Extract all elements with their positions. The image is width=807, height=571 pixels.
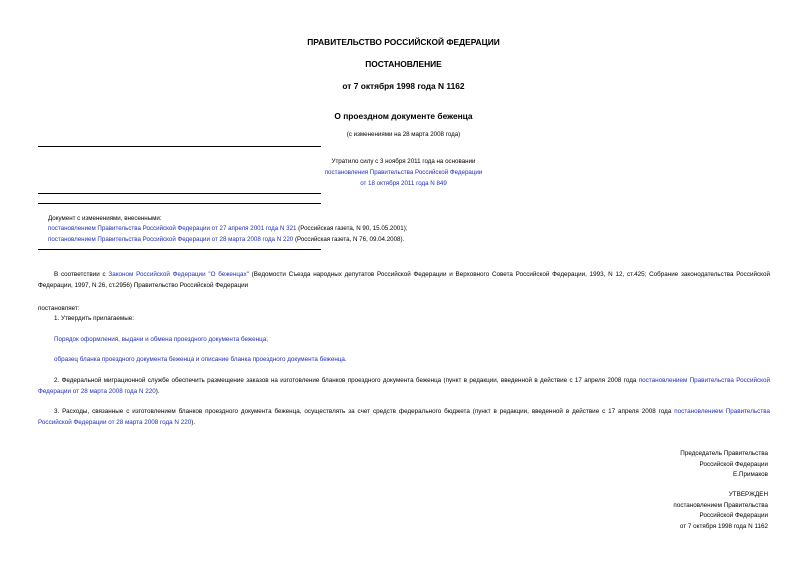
item-2-link[interactable]: постановлением Правительства Российской Федерации от 28 марта 2008 года N 220 [38,377,770,395]
amendment-link-1[interactable]: постановлением Правительства Российской Федерации от 27 апреля 2001 года N 321 [48,225,297,232]
signature-position: Председатель Правительства [680,450,768,457]
government-heading: ПРАВИТЕЛЬСТВО РОССИЙСКОЙ ФЕДЕРАЦИИ [307,37,500,47]
separator-line [38,146,321,147]
separator-line [38,203,321,204]
amendment-tail-2: (Российская газета, N 76, 09.04.2008). [293,236,405,243]
document-title: О проездном документе беженца [334,111,473,121]
signature-org: Российской Федерации [699,460,768,468]
refugee-law-link[interactable]: Законом Российской Федерации "О беженцах" [108,271,249,278]
date-number-heading: от 7 октября 1998 года N 1162 [342,81,465,91]
expired-text: Утратило силу с 3 ноября 2011 года на основании [331,158,476,165]
item-3-paragraph [38,407,770,428]
item-2-text: 2. Федеральной миграционной службе обеспечить размещение заказов на изготовление бланков проездного документа беженца (пункт в редакции, введенной в действие с 17 апреля 2008 года [54,377,639,384]
amendment-tail-1: (Российская газета, N 90, 15.05.2001); [296,225,408,232]
amendment-item-1 [48,224,407,234]
signature-block [560,449,768,481]
amendments-note: (с изменениями на 28 марта 2008 года) [346,131,461,138]
blank-sample-link[interactable]: образец бланка проездного документа беженца и описание бланка проездного документа беженца. [54,356,347,363]
item-3-end: ). [191,418,196,426]
item-3-text: 3. Расходы, связанные с изготовлением бланков проездного документа беженца, осуществлять за счет средств федерального бюджета (пункт в редакции, введенной в действие с 17 апреля 2008 года [54,408,675,415]
preamble-end: (Ведомости Съезда народных депутатов Российской Федерации и Верховного Совета Российской Федерации, 1993, N 12, ст.425; Собрание законодательства Российской Федерации, 1997, N 26, ст.2956) Правительство Российской Федерации [38,271,771,289]
preamble-start: В соответствии с [54,271,109,278]
decrees-word: постановляет: [38,305,80,312]
amendment-item-2 [48,235,404,245]
item-1-text: 1. Утвердить прилагаемые: [54,315,134,322]
signature-name: Е.Примаков [733,471,768,478]
item-3-link[interactable]: постановлением Правительства Российской Федерации от 28 марта 2008 года N 220 [38,408,770,426]
expired-link-line2[interactable]: от 18 октября 2011 года N 849 [360,180,447,187]
separator-line [38,193,321,194]
separator-line [38,249,321,250]
item-2-paragraph [38,376,770,397]
doc-type-heading: ПОСТАНОВЛЕНИЕ [365,59,442,69]
expired-link-line1[interactable]: постановления Правительства Российской Федерации [324,169,483,176]
approved-by: постановлением Правительства [673,501,768,509]
approved-org: Российской Федерации [699,512,768,519]
amendments-intro: Документ с изменениями, внесенными: [48,215,162,222]
item-2-end: ). [155,387,160,395]
procedure-link[interactable]: Порядок оформления, выдачи и обмена проездного документа беженца; [54,336,268,343]
approved-block [560,490,768,532]
approved-date: от 7 октября 1998 года N 1162 [679,522,768,530]
preamble-paragraph [38,270,770,291]
approved-heading: УТВЕРЖДЕН [728,491,768,498]
amendment-link-2[interactable]: постановлением Правительства Российской Федерации от 28 марта 2008 года N 220 [48,236,294,243]
